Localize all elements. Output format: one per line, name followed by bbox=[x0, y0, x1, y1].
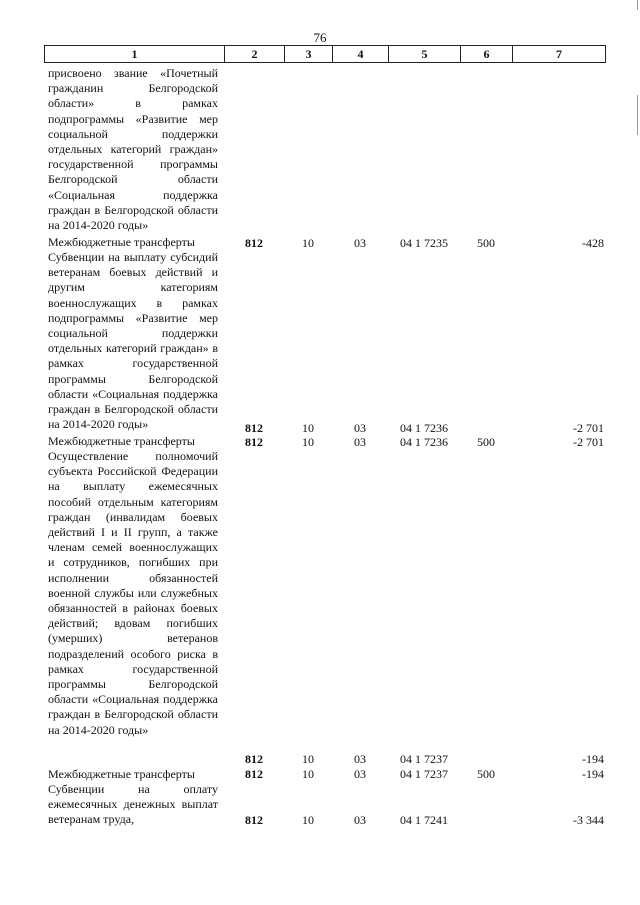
scan-edge-mark bbox=[637, 95, 638, 135]
row-description: Осуществление полномочий субъекта Российской Федерации на выплату ежемесячных пособий отдельным категориям граждан (инвалидам боевых действий I и II групп, а также членам семей военнослужащих и сотрудников, погибших при исполнении обязанностей военной службы или служебных обязанностей в районах боевых действий; вдовам погибших (умерших) ветеранов подразделений особого риска в рамках государственной программы Белгородской области «Социальная поддержка граждан в Белгородской области на 2014-2020 годы» bbox=[48, 449, 218, 737]
cell-admin-code: 812 bbox=[245, 435, 263, 449]
header-col-1: 1 bbox=[45, 46, 225, 63]
row-description: Межбюджетные трансферты bbox=[48, 235, 195, 249]
table-header bbox=[44, 45, 606, 63]
cell-admin-code: 812 bbox=[245, 421, 263, 435]
header-col-5: 5 bbox=[389, 46, 461, 63]
cell-amount: -194 bbox=[582, 767, 604, 781]
cell-expense-type: 500 bbox=[477, 767, 495, 781]
cell-admin-code: 812 bbox=[245, 767, 263, 781]
cell-section: 10 bbox=[302, 421, 314, 435]
cell-subsection: 03 bbox=[354, 435, 366, 449]
cell-subsection: 03 bbox=[354, 767, 366, 781]
cell-target-article: 04 1 7237 bbox=[400, 767, 448, 781]
row-description: присвоено звание «Почетный гражданин Белгородской области» в рамках подпрограммы «Развитие мер социальной поддержки отдельных категорий граждан» государственной программы Белгородской области «Социальная поддержка граждан в Белгородской области на 2014-2020 годы» bbox=[48, 66, 218, 233]
cell-subsection: 03 bbox=[354, 236, 366, 250]
row-description: Межбюджетные трансферты bbox=[48, 434, 195, 448]
cell-section: 10 bbox=[302, 236, 314, 250]
cell-admin-code: 812 bbox=[245, 752, 263, 766]
cell-section: 10 bbox=[302, 752, 314, 766]
cell-amount: -2 701 bbox=[573, 435, 604, 449]
cell-section: 10 bbox=[302, 767, 314, 781]
header-col-4: 4 bbox=[333, 46, 389, 63]
header-col-6: 6 bbox=[461, 46, 513, 63]
cell-admin-code: 812 bbox=[245, 236, 263, 250]
cell-target-article: 04 1 7237 bbox=[400, 752, 448, 766]
cell-section: 10 bbox=[302, 813, 314, 827]
header-col-7: 7 bbox=[513, 46, 606, 63]
cell-amount: -428 bbox=[582, 236, 604, 250]
cell-target-article: 04 1 7236 bbox=[400, 421, 448, 435]
row-description: Субвенции на оплату ежемесячных денежных выплат ветеранам труда, bbox=[48, 782, 218, 827]
page-number: 76 bbox=[313, 30, 327, 45]
cell-subsection: 03 bbox=[354, 752, 366, 766]
row-description: Субвенции на выплату субсидий ветеранам боевых действий и другим категориям военнослужащих в рамках подпрограммы «Развитие мер социальной поддержки отдельных категорий граждан» в рамках государственной программы Белгородской области «Социальная поддержка граждан в Белгородской области на 2014-2020 годы» bbox=[48, 250, 218, 432]
cell-admin-code: 812 bbox=[245, 813, 263, 827]
cell-amount: -3 344 bbox=[573, 813, 604, 827]
row-description: Межбюджетные трансферты bbox=[48, 767, 195, 781]
cell-amount: -194 bbox=[582, 752, 604, 766]
header-col-2: 2 bbox=[225, 46, 285, 63]
cell-section: 10 bbox=[302, 435, 314, 449]
cell-target-article: 04 1 7236 bbox=[400, 435, 448, 449]
scan-edge-mark bbox=[637, 0, 638, 10]
cell-expense-type: 500 bbox=[477, 435, 495, 449]
cell-subsection: 03 bbox=[354, 421, 366, 435]
cell-subsection: 03 bbox=[354, 813, 366, 827]
cell-amount: -2 701 bbox=[573, 421, 604, 435]
cell-target-article: 04 1 7235 bbox=[400, 236, 448, 250]
header-col-3: 3 bbox=[285, 46, 333, 63]
cell-target-article: 04 1 7241 bbox=[400, 813, 448, 827]
cell-expense-type: 500 bbox=[477, 236, 495, 250]
